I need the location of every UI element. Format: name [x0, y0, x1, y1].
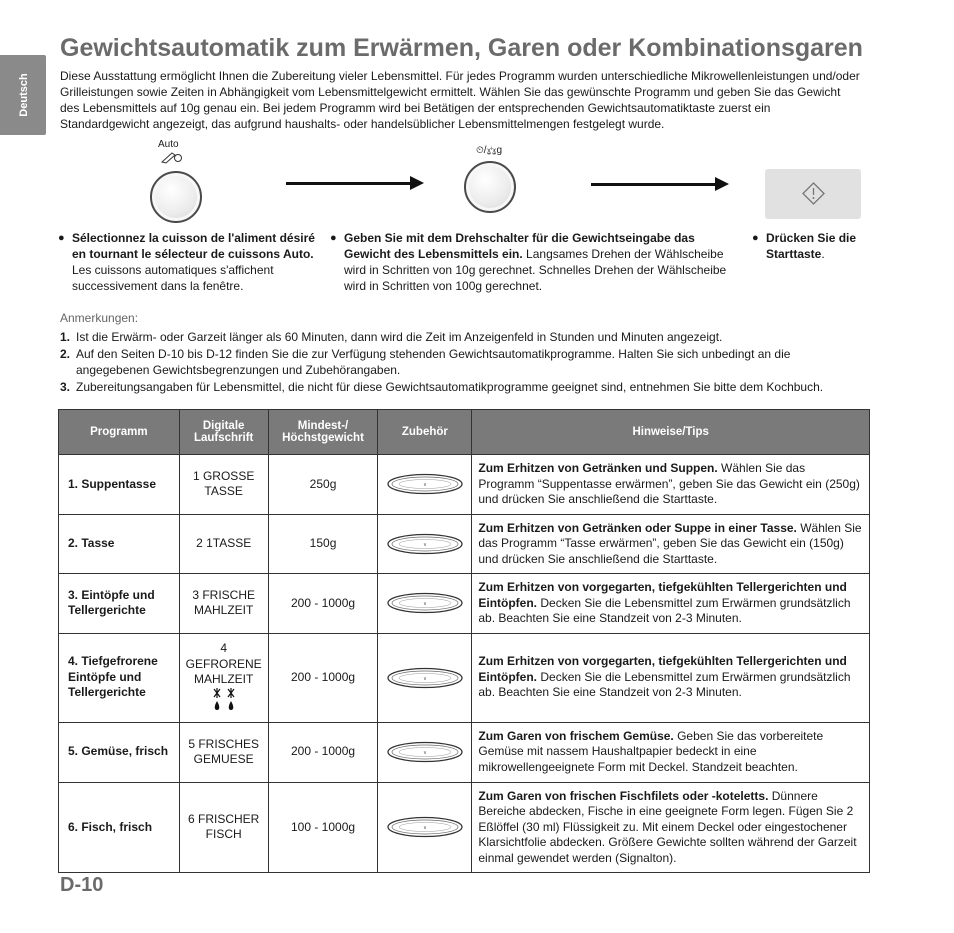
frozen-icon [209, 688, 239, 714]
arrow-icon [286, 182, 412, 185]
display-text: 4 GEFRORENE MAHLZEIT [185, 641, 262, 687]
program-name: 3. Eintöpfe und Tellergerichte [59, 574, 180, 634]
table-row [59, 633, 870, 722]
weight-range: 250g [268, 455, 378, 515]
display-text: 3 FRISCHE MAHLZEIT [179, 574, 268, 634]
step-1: ● Sélectionnez la cuisson de l'aliment désiré en tournant le sélecteur de cuissons Auto. Les cuissons automatiques s'affichent successivement dans la fenêtre. [58, 231, 315, 293]
accessory-cell [378, 722, 472, 782]
turntable-icon [386, 741, 464, 763]
page-title: Gewichtsautomatik zum Erwärmen, Garen oder Kombinationsgaren [60, 34, 863, 62]
step-2: ● Geben Sie mit dem Drehschalter für die Gewichtseingabe das Gewicht des Lebensmittels ein. Langsames Drehen der Wählscheibe wird in Schritten von 10g gerechnet. Schnelles Drehen der Wählscheibe wird in Schritten von 100g gerechnet. [330, 231, 727, 293]
weight-range: 200 - 1000g [268, 722, 378, 782]
note-1: 1. Ist die Erwärm- oder Garzeit länger als 60 Minuten, dann wird die Zeit im Anzeigenfeld in Stunden und Minuten angezeigt. [60, 330, 723, 344]
intro-paragraph: Diese Ausstattung ermöglicht Ihnen die Zubereitung vieler Lebensmittel. Für jedes Programm wurden unterschiedliche Mikrowellenleistungen und/oder Grilleistungen sowie Zeiten in Abhängigkeit vom Lebensmittelgewicht ermittelt. Wählen Sie das gewünschte Programm und geben Sie das Gewicht des Lebensmittels auf 10g genau ein. Bei jedem Programm wird bei Betätigen der entsprechenden Gewichtsautomatiktaste zuerst ein Standardgewicht angezeigt, das aufgrund haushalts- oder handelsüblicher Lebensmittelmengen festgelegt wurde. [60, 69, 860, 131]
tip-cell: Zum Erhitzen von Getränken und Suppen. Wählen Sie das Programm “Suppentasse erwärmen”, geben Sie das Gewicht ein (250g) und drücken Sie anschließend die Starttaste. [472, 455, 870, 515]
display-cell [179, 633, 268, 722]
col-header-display: Digitale Laufschrift [179, 410, 268, 455]
accessory-cell [378, 455, 472, 515]
turntable-icon [386, 473, 464, 495]
program-name: 2. Tasse [59, 514, 180, 574]
svg-text:∨: ∨ [423, 482, 427, 489]
turntable-icon [386, 667, 464, 689]
food-icon [160, 150, 184, 164]
accessory-cell [378, 514, 472, 574]
accessory-cell [378, 574, 472, 634]
language-tab-label: Deutsch [18, 73, 30, 117]
col-header-accessory: Zubehör [378, 410, 472, 455]
turntable-icon [386, 592, 464, 614]
tip-cell: Zum Garen von frischem Gemüse. Geben Sie das vorbereitete Gemüse mit nassem Haushaltpapier bedeckt in eine mikrowellengeeignete Form mit Deckel. Standzeit beachten. [472, 722, 870, 782]
col-header-weight: Mindest-/ Höchstgewicht [268, 410, 378, 455]
table-row [59, 574, 870, 634]
language-tab [0, 55, 46, 135]
weight-range: 150g [268, 514, 378, 574]
weight-knob-label: ⏲/⚖g [476, 145, 503, 156]
note-3: 3. Zubereitungsangaben für Lebensmittel, die nicht für diese Gewichtsautomatikprogramme geeignet sind, entnehmen Sie bitte dem Kochbuch. [60, 380, 824, 394]
svg-text:∨: ∨ [423, 601, 427, 608]
accessory-cell [378, 782, 472, 873]
weight-range: 200 - 1000g [268, 574, 378, 634]
svg-text:∨: ∨ [423, 825, 427, 832]
table-row [59, 514, 870, 574]
accessory-cell [378, 633, 472, 722]
page-number: D-10 [60, 874, 104, 896]
program-table [58, 409, 870, 873]
note-2: 2. Auf den Seiten D-10 bis D-12 finden Sie die zur Verfügung stehenden Gewichtsautomatikprogramme. Halten Sie sich unbedingt an die angegebenen Gewichtsbegrenzungen und Zubehörangaben. [60, 347, 791, 377]
auto-knob[interactable] [150, 171, 202, 223]
weight-knob[interactable] [464, 161, 516, 213]
svg-text:∨: ∨ [423, 750, 427, 756]
tip-cell: Zum Erhitzen von vorgegarten, tiefgekühlten Tellergerichten und Eintöpfen. Decken Sie die Lebensmittel zum Erwärmen grundsätzlich ab. Beachten Sie eine Standzeit von 2-3 Minuten. [472, 574, 870, 634]
table-row [59, 782, 870, 873]
program-name: 6. Fisch, frisch [59, 782, 180, 873]
auto-knob-label: Auto [158, 139, 179, 150]
start-button[interactable] [765, 169, 861, 219]
table-row [59, 722, 870, 782]
start-icon [801, 181, 826, 206]
display-text: 2 1TASSE [179, 514, 268, 574]
table-row [59, 455, 870, 515]
col-header-tips: Hinweise/Tips [472, 410, 870, 455]
tip-cell: Zum Erhitzen von Getränken oder Suppe in einer Tasse. Wählen Sie das Programm “Tasse erwärmen”, geben Sie das Gewicht ein (150g) und drücken Sie anschließend die Starttaste. [472, 514, 870, 574]
notes-heading: Anmerkungen: [60, 311, 139, 325]
program-name: 5. Gemüse, frisch [59, 722, 180, 782]
turntable-icon [386, 533, 464, 555]
display-text: 1 GROSSE TASSE [179, 455, 268, 515]
arrow-icon [591, 183, 717, 186]
weight-range: 100 - 1000g [268, 782, 378, 873]
tip-cell: Zum Garen von frischen Fischfilets oder -koteletts. Dünnere Bereiche abdecken, Fische in eine geeignete Form legen. Fügen Sie 2 Eßlöffel (30 ml) Flüssigkeit zu. Mit einem Deckel oder eingestochener Klarsichtfolie abdecken. Größere Gewichte sollten während der Garzeit einmal gewendet werden (Signalton). [472, 782, 870, 873]
program-name: 4. Tiefgefrorene Eintöpfe und Tellergerichte [59, 633, 180, 722]
svg-text:∨: ∨ [423, 675, 427, 682]
display-text: 5 FRISCHES GEMUESE [179, 722, 268, 782]
step-3: ● Drücken Sie die Starttaste. [752, 231, 857, 261]
program-name: 1. Suppentasse [59, 455, 180, 515]
display-text: 6 FRISCHER FISCH [179, 782, 268, 873]
col-header-programm: Programm [59, 410, 180, 455]
svg-text:∨: ∨ [423, 541, 427, 548]
weight-range: 200 - 1000g [268, 633, 378, 722]
tip-cell: Zum Erhitzen von vorgegarten, tiefgekühlten Tellergerichten und Eintöpfen. Decken Sie die Lebensmittel zum Erwärmen grundsätzlich ab. Beachten Sie eine Standzeit von 2-3 Minuten. [472, 633, 870, 722]
turntable-icon [386, 816, 464, 838]
